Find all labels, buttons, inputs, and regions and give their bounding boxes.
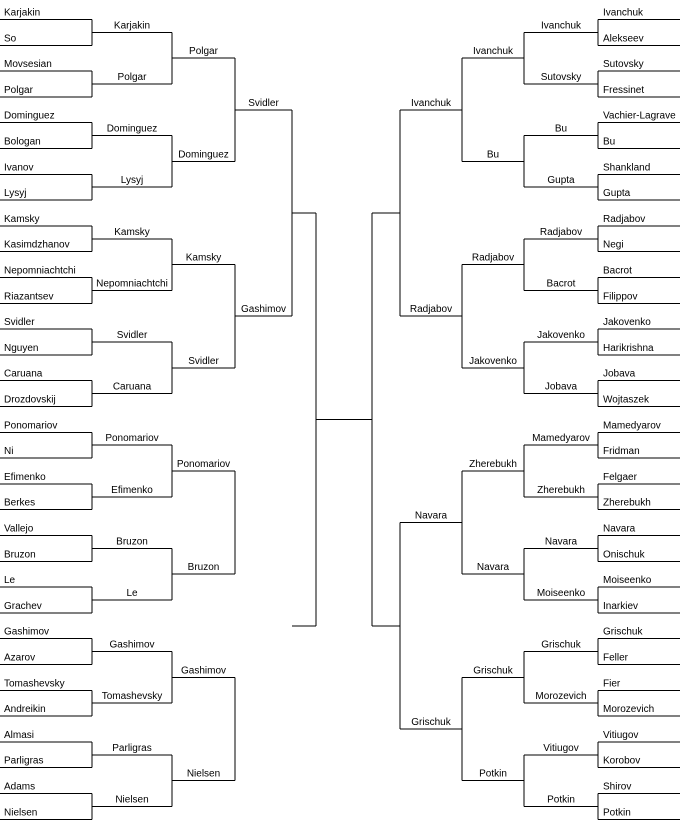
left-r1-player: Svidler [4, 317, 35, 329]
left-r1-player: Almasi [4, 729, 35, 741]
left-r1-player: Drozdovskij [4, 394, 56, 406]
left-r1-player: Ni [4, 446, 14, 458]
right-r1-player: Harikrishna [603, 342, 654, 354]
right-r1-player: Fier [603, 678, 621, 690]
left-r3-player: Bruzon [187, 562, 220, 574]
left-r2-player: Parligras [112, 742, 152, 754]
left-r1-player: Bruzon [4, 549, 36, 561]
left-r1-player: Berkes [4, 497, 36, 509]
right-r2-player: Grischuk [541, 639, 581, 651]
left-r1-player: Grachev [4, 600, 42, 612]
right-r3-player: Potkin [479, 768, 507, 780]
right-r2-player: Bu [554, 123, 568, 135]
right-r1-player: Fridman [603, 446, 640, 458]
left-r3-player: Svidler [188, 355, 219, 367]
left-r1-player: Ivanov [4, 162, 34, 174]
left-r1-player: Efimenko [4, 471, 46, 483]
right-r1-player: Mamedyarov [603, 420, 661, 432]
right-r1-player: Morozevich [603, 704, 655, 716]
right-r1-player: Felgaer [603, 471, 637, 483]
right-r1-player: Korobov [603, 755, 641, 767]
right-r1-player: Potkin [603, 807, 631, 819]
right-r3-player: Grischuk [473, 665, 513, 677]
left-r1-player: Azarov [4, 652, 36, 664]
left-r2-player: Gashimov [109, 639, 155, 651]
left-r2-player: Polgar [117, 72, 147, 83]
right-r1-player: Bacrot [603, 265, 632, 277]
left-r2-player: Ponomariov [105, 433, 159, 445]
left-r1-player: Kamsky [4, 213, 40, 225]
left-r1-player: Caruana [4, 368, 43, 380]
right-r2-player: Ivanchuk [540, 20, 582, 32]
right-r1-player: Radjabov [603, 213, 646, 225]
left-r1-player: Polgar [4, 84, 33, 96]
right-r1-player: Bu [603, 136, 616, 148]
right-r1-player: Moiseenko [603, 575, 652, 587]
left-r2-player: Bruzon [116, 536, 148, 548]
left-r2-player: Svidler [116, 330, 148, 341]
right-r1-player: Wojtaszek [603, 394, 649, 406]
left-r1-player: Gashimov [4, 626, 50, 638]
left-r1-player: Andreikin [4, 704, 46, 716]
left-r2-player: Nepomniachtchi [96, 278, 168, 290]
right-r4-player: Grischuk [411, 717, 451, 728]
left-r2-player: Le [126, 588, 138, 599]
left-r1-player: Tomashevsky [4, 678, 65, 690]
left-r1-player: Ponomariov [4, 420, 58, 432]
left-r1-player: Adams [4, 781, 36, 793]
left-r2-player: Caruana [112, 381, 152, 393]
right-r1-player: Vitiugov [603, 729, 639, 741]
right-r2-player: Moiseenko [536, 588, 586, 599]
right-r2-player: Radjabov [539, 226, 583, 238]
right-r2-player: Jobava [544, 381, 578, 393]
right-r1-player: Alekseev [603, 33, 644, 45]
right-r1-player: Filippov [603, 291, 638, 303]
right-r3-player: Zherebukh [469, 459, 517, 470]
left-r2-player: Nielsen [115, 794, 149, 806]
right-r3-player: Bu [486, 149, 500, 161]
right-r2-player: Mamedyarov [532, 433, 590, 445]
left-r1-player: Nguyen [4, 342, 39, 354]
left-r2-player: Tomashevsky [101, 691, 163, 703]
left-r1-player: Bologan [4, 136, 41, 148]
right-r1-player: Sutovsky [603, 59, 644, 71]
right-r2-player: Navara [544, 536, 578, 548]
left-r3-player: Gashimov [180, 665, 227, 677]
right-r3-player: Navara [476, 562, 510, 574]
left-r3-player: Dominguez [178, 149, 229, 161]
left-r4-player: Gashimov [240, 304, 287, 316]
right-r3-player: Radjabov [471, 252, 515, 264]
right-r2-player: Sutovsky [540, 72, 582, 83]
right-r4-player: Navara [414, 510, 448, 522]
left-r1-player: Nielsen [4, 807, 38, 819]
left-r1-player: Riazantsev [4, 291, 54, 303]
right-r1-player: Shankland [603, 162, 651, 174]
left-r2-player: Karjakin [113, 20, 151, 32]
right-r4-player: Radjabov [409, 304, 453, 316]
left-r3-player: Kamsky [185, 252, 222, 264]
left-r3-player: Nielsen [186, 768, 221, 780]
right-r1-player: Jobava [603, 368, 636, 380]
right-r1-player: Vachier-Lagrave [603, 110, 676, 122]
right-r2-player: Vitiugov [543, 742, 579, 754]
left-r2-player: Dominguez [106, 123, 158, 135]
right-r4-player: Ivanchuk [410, 97, 452, 109]
right-r1-player: Inarkiev [603, 600, 639, 612]
left-r1-player: So [4, 33, 17, 45]
right-r3-player: Jakovenko [469, 355, 517, 367]
left-r1-player: Dominguez [4, 110, 55, 122]
right-r1-player: Onischuk [603, 549, 645, 561]
right-r1-player: Zherebukh [603, 497, 651, 509]
right-r2-player: Morozevich [535, 691, 587, 703]
left-r3-player: Polgar [189, 46, 218, 58]
right-r1-player: Grischuk [603, 626, 643, 638]
left-r4-player: Svidler [248, 97, 279, 109]
left-r1-player: Le [4, 575, 16, 587]
right-r1-player: Shirov [603, 781, 632, 793]
right-r1-player: Fressinet [603, 84, 645, 96]
right-r1-player: Gupta [603, 188, 631, 200]
right-r1-player: Feller [603, 652, 629, 664]
left-r1-player: Parligras [4, 755, 44, 767]
left-r1-player: Karjakin [4, 7, 41, 19]
left-r2-player: Lysyj [120, 175, 144, 187]
left-r1-player: Lysyj [4, 188, 27, 200]
left-r1-player: Kasimdzhanov [4, 239, 70, 251]
right-r3-player: Ivanchuk [472, 46, 514, 58]
left-r1-player: Movsesian [4, 59, 52, 71]
right-r2-player: Potkin [547, 794, 575, 806]
left-r2-player: Kamsky [114, 226, 150, 238]
right-r1-player: Jakovenko [603, 317, 651, 329]
right-r2-player: Bacrot [546, 278, 576, 290]
right-r2-player: Jakovenko [537, 330, 585, 341]
right-r2-player: Gupta [547, 175, 575, 187]
right-r1-player: Navara [603, 523, 636, 535]
left-r2-player: Efimenko [111, 484, 153, 496]
left-r1-player: Vallejo [4, 523, 34, 535]
left-r1-player: Nepomniachtchi [4, 265, 76, 277]
right-r1-player: Ivanchuk [603, 7, 644, 19]
right-r1-player: Negi [603, 239, 624, 251]
right-r2-player: Zherebukh [537, 484, 585, 496]
left-r3-player: Ponomariov [176, 459, 231, 470]
